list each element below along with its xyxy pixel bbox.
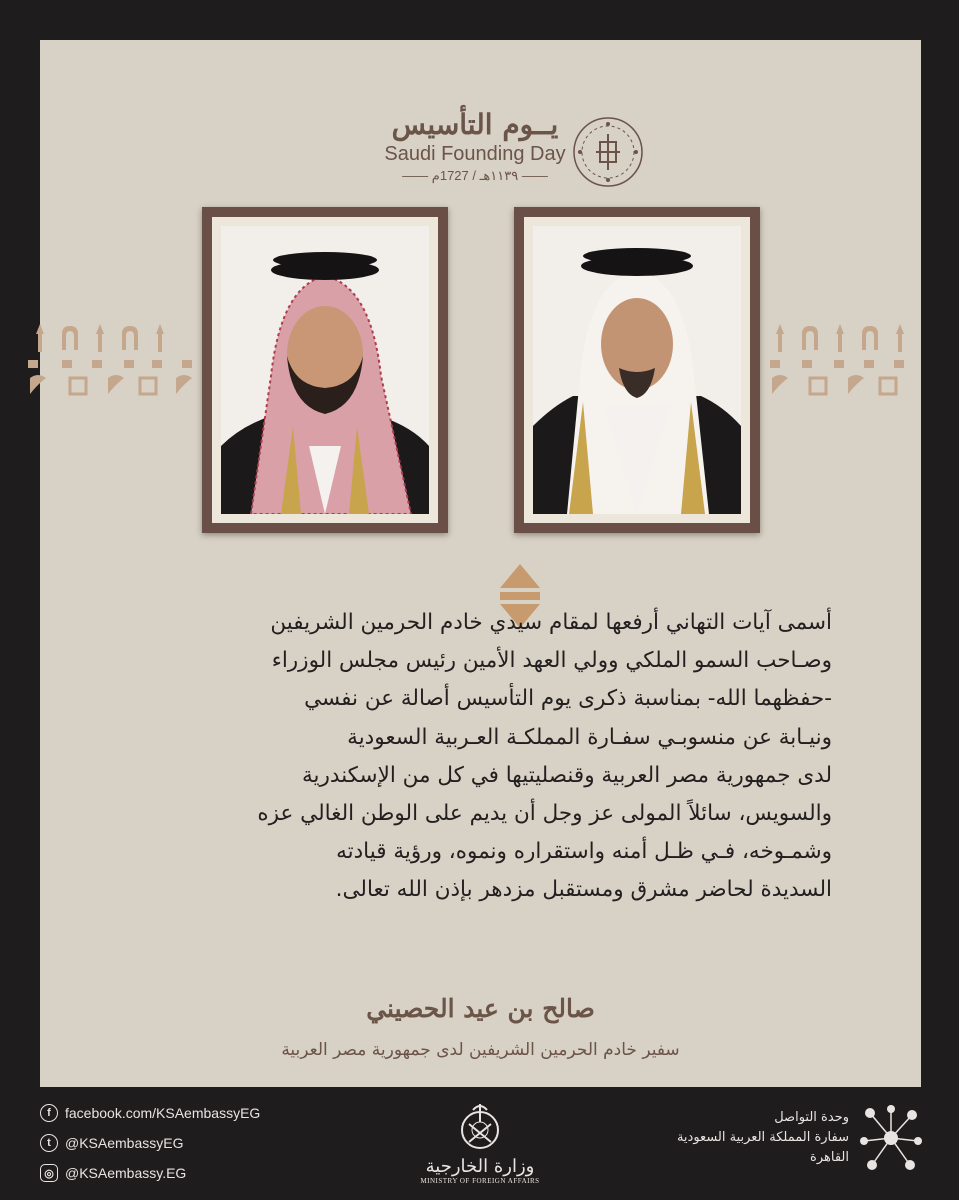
logo-english: Saudi Founding Day xyxy=(384,143,566,165)
logo-dates: —— ١١٣٩هـ / 1727م —— xyxy=(402,168,548,183)
facebook-icon: f xyxy=(40,1104,58,1122)
logo-arabic: يــوم التأسيس xyxy=(391,108,559,141)
founding-day-wordmark xyxy=(380,108,570,186)
facebook-link[interactable] xyxy=(40,1104,260,1122)
letter-line: وشمـوخه، فـي ظـل أمنه واستقراره ونموه، ورؤية قيادته xyxy=(336,839,832,865)
signature-title: سفير خادم الحرمين الشريفين لدى جمهورية مصر العربية xyxy=(281,1040,680,1060)
portrait-crown-prince xyxy=(221,226,429,514)
letter-line: أسمى آيات التهاني أرفعها لمقام سيدي خادم الحرمين الشريفين xyxy=(270,610,832,635)
letter-line: وصـاحب السمو الملكي وولي العهد الأمين رئيس مجلس الوزراء xyxy=(271,648,832,674)
king-photo xyxy=(533,226,741,514)
twitter-link[interactable] xyxy=(40,1134,183,1152)
comms-line-3: القاهرة xyxy=(810,1150,849,1165)
instagram-handle: @KSAembassy.EG xyxy=(65,1165,187,1181)
portrait-frame-right xyxy=(514,207,760,533)
ministry-emblem-icon xyxy=(455,1100,505,1152)
portrait-frame-left xyxy=(202,207,448,533)
letter-line: السديدة لحاضر مشرق ومستقبل مزدهر بإذن الله تعالى. xyxy=(335,877,832,903)
greeting-card xyxy=(40,40,921,1087)
decorative-pattern-left xyxy=(0,316,210,406)
greeting-letter xyxy=(132,604,832,910)
founding-day-seal-icon xyxy=(570,114,646,190)
founding-day-logo xyxy=(40,108,921,198)
facebook-handle: facebook.com/KSAembassyEG xyxy=(65,1105,261,1121)
decorative-pattern-right xyxy=(760,316,921,406)
comms-line-2: سفارة المملكة العربية السعودية xyxy=(676,1130,849,1145)
instagram-link[interactable] xyxy=(40,1164,186,1182)
twitter-handle: @KSAembassyEG xyxy=(65,1135,184,1151)
letter-line: لدى جمهورية مصر العربية وقنصليتيها في كل من الإسكندرية xyxy=(302,762,832,788)
signature-name: صالح بن عيد الحصيني xyxy=(366,994,595,1023)
ministry-logo xyxy=(420,1100,540,1196)
communications-unit xyxy=(677,1108,849,1168)
letter-line: والسويس، سائلاً المولى عز وجل أن يديم على الوطن الغالي عزه xyxy=(257,801,832,827)
portrait-king xyxy=(533,226,741,514)
ministry-english: MINISTRY OF FOREIGN AFFAIRS xyxy=(420,1177,540,1185)
comms-line-1: وحدة التواصل xyxy=(774,1110,849,1125)
letter-line: -حفظهما الله- بمناسبة ذكرى يوم التأسيس أصالة عن نفسي xyxy=(304,686,832,712)
instagram-icon: ◎ xyxy=(40,1164,58,1182)
network-icon xyxy=(858,1103,924,1173)
crown-prince-photo xyxy=(221,226,429,514)
twitter-icon: t xyxy=(40,1134,58,1152)
ministry-arabic: وزارة الخارجية xyxy=(425,1156,535,1177)
letter-line: ونيـابة عن منسوبـي سفـارة المملكـة العـربية السعودية xyxy=(347,724,832,750)
